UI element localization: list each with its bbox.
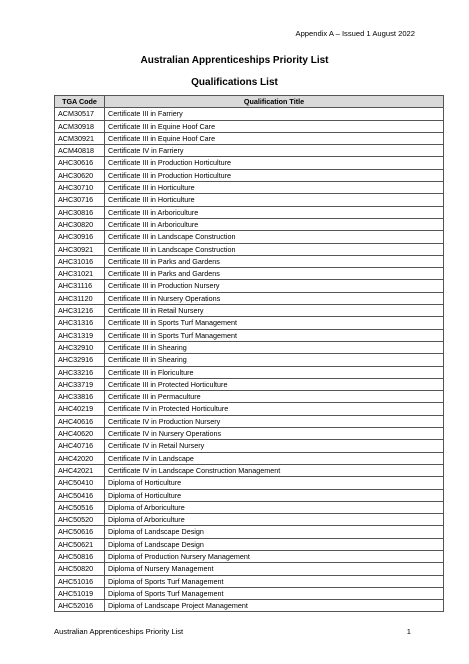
qualification-title-cell: Diploma of Landscape Design: [105, 538, 444, 550]
table-row: [55, 329, 444, 341]
qualification-title-cell: Certificate III in Permaculture: [105, 391, 444, 403]
tga-code-cell: AHC50516: [55, 501, 105, 513]
table-row: [55, 526, 444, 538]
table-row: [55, 280, 444, 292]
tga-code-cell: AHC30820: [55, 218, 105, 230]
table-row: [55, 501, 444, 513]
tga-code-cell: AHC40616: [55, 415, 105, 427]
qualification-title-cell: Certificate III in Horticulture: [105, 194, 444, 206]
qualification-title-cell: Certificate III in Floriculture: [105, 366, 444, 378]
tga-code-cell: AHC31319: [55, 329, 105, 341]
qualification-title-cell: Certificate III in Shearing: [105, 354, 444, 366]
table-row: [55, 440, 444, 452]
table-header-row: [55, 96, 444, 108]
qualification-title-cell: Certificate IV in Landscape: [105, 452, 444, 464]
qualification-title-cell: Diploma of Arboriculture: [105, 501, 444, 513]
tga-code-cell: AHC30620: [55, 169, 105, 181]
document-title: Australian Apprenticeships Priority List: [140, 55, 329, 66]
tga-code-cell: AHC50520: [55, 514, 105, 526]
qualification-title-cell: Certificate III in Retail Nursery: [105, 305, 444, 317]
table-row: [55, 206, 444, 218]
table-row: [55, 132, 444, 144]
tga-code-cell: AHC31120: [55, 292, 105, 304]
document-subtitle: Qualifications List: [191, 77, 278, 88]
qualification-title-cell: Diploma of Horticulture: [105, 489, 444, 501]
table-row: [55, 452, 444, 464]
tga-code-cell: AHC30816: [55, 206, 105, 218]
qualification-title-cell: Certificate III in Production Horticulture: [105, 169, 444, 181]
qualification-title-cell: Certificate III in Parks and Gardens: [105, 255, 444, 267]
qualification-title-cell: Diploma of Arboriculture: [105, 514, 444, 526]
qualification-title-cell: Diploma of Nursery Management: [105, 563, 444, 575]
tga-code-cell: AHC31016: [55, 255, 105, 267]
qualification-title-cell: Certificate IV in Farriery: [105, 145, 444, 157]
qualification-title-cell: Certificate III in Arboriculture: [105, 206, 444, 218]
tga-code-cell: AHC40716: [55, 440, 105, 452]
tga-code-cell: AHC40620: [55, 428, 105, 440]
qualification-title-cell: Certificate III in Equine Hoof Care: [105, 132, 444, 144]
table-row: [55, 182, 444, 194]
tga-code-cell: AHC32910: [55, 341, 105, 353]
qualification-title-cell: Certificate III in Horticulture: [105, 182, 444, 194]
table-row: [55, 575, 444, 587]
table-row: [55, 403, 444, 415]
tga-code-cell: AHC40219: [55, 403, 105, 415]
qualification-title-cell: Diploma of Landscape Project Management: [105, 600, 444, 612]
tga-code-cell: AHC31316: [55, 317, 105, 329]
column-header-qualification-title: Qualification Title: [105, 96, 444, 108]
tga-code-cell: AHC52016: [55, 600, 105, 612]
table-row: [55, 514, 444, 526]
tga-code-cell: AHC33719: [55, 378, 105, 390]
qualification-title-cell: Certificate III in Landscape Construction: [105, 243, 444, 255]
tga-code-cell: AHC50820: [55, 563, 105, 575]
column-header-tga-code: TGA Code: [55, 96, 105, 108]
table-row: [55, 391, 444, 403]
qualification-title-cell: Certificate III in Farriery: [105, 108, 444, 120]
table-row: [55, 538, 444, 550]
qualification-title-cell: Certificate IV in Retail Nursery: [105, 440, 444, 452]
tga-code-cell: AHC30710: [55, 182, 105, 194]
qualification-title-cell: Certificate IV in Production Nursery: [105, 415, 444, 427]
table-row: [55, 305, 444, 317]
tga-code-cell: AHC31216: [55, 305, 105, 317]
qualification-title-cell: Certificate III in Arboriculture: [105, 218, 444, 230]
qualification-title-cell: Diploma of Landscape Design: [105, 526, 444, 538]
tga-code-cell: AHC42021: [55, 464, 105, 476]
table-row: [55, 157, 444, 169]
qualification-title-cell: Certificate III in Nursery Operations: [105, 292, 444, 304]
table-row: [55, 317, 444, 329]
table-row: [55, 550, 444, 562]
table-row: [55, 354, 444, 366]
tga-code-cell: AHC31021: [55, 268, 105, 280]
table-row: [55, 464, 444, 476]
footer-document-name: Australian Apprenticeships Priority List: [54, 627, 184, 636]
tga-code-cell: AHC51016: [55, 575, 105, 587]
table-row: [55, 231, 444, 243]
qualification-title-cell: Certificate IV in Protected Horticulture: [105, 403, 444, 415]
qualification-title-cell: Certificate III in Sports Turf Management: [105, 329, 444, 341]
qualification-title-cell: Certificate III in Parks and Gardens: [105, 268, 444, 280]
tga-code-cell: AHC31116: [55, 280, 105, 292]
tga-code-cell: ACM40818: [55, 145, 105, 157]
qualifications-table: [54, 95, 444, 612]
tga-code-cell: AHC50616: [55, 526, 105, 538]
qualification-title-cell: Certificate III in Shearing: [105, 341, 444, 353]
table-row: [55, 563, 444, 575]
qualification-title-cell: Diploma of Sports Turf Management: [105, 575, 444, 587]
tga-code-cell: AHC50621: [55, 538, 105, 550]
table-row: [55, 477, 444, 489]
tga-code-cell: AHC33816: [55, 391, 105, 403]
tga-code-cell: AHC42020: [55, 452, 105, 464]
tga-code-cell: AHC50410: [55, 477, 105, 489]
table-row: [55, 145, 444, 157]
tga-code-cell: AHC33216: [55, 366, 105, 378]
tga-code-cell: AHC50816: [55, 550, 105, 562]
tga-code-cell: AHC30716: [55, 194, 105, 206]
tga-code-cell: AHC51019: [55, 587, 105, 599]
table-row: [55, 169, 444, 181]
tga-code-cell: AHC30616: [55, 157, 105, 169]
table-row: [55, 587, 444, 599]
qualification-title-cell: Certificate III in Landscape Construction: [105, 231, 444, 243]
qualification-title-cell: Diploma of Horticulture: [105, 477, 444, 489]
table-row: [55, 415, 444, 427]
tga-code-cell: AHC50416: [55, 489, 105, 501]
tga-code-cell: ACM30921: [55, 132, 105, 144]
table-row: [55, 218, 444, 230]
table-row: [55, 341, 444, 353]
table-row: [55, 120, 444, 132]
qualification-title-cell: Certificate III in Sports Turf Management: [105, 317, 444, 329]
page-number: 1: [406, 627, 411, 636]
table-row: [55, 366, 444, 378]
table-row: [55, 292, 444, 304]
tga-code-cell: AHC30916: [55, 231, 105, 243]
qualification-title-cell: Certificate III in Production Nursery: [105, 280, 444, 292]
tga-code-cell: ACM30517: [55, 108, 105, 120]
table-row: [55, 428, 444, 440]
table-row: [55, 489, 444, 501]
qualification-title-cell: Certificate III in Equine Hoof Care: [105, 120, 444, 132]
table-row: [55, 243, 444, 255]
table-row: [55, 378, 444, 390]
table-body: [55, 108, 444, 612]
qualification-title-cell: Certificate III in Protected Horticulture: [105, 378, 444, 390]
table-header: [55, 96, 444, 108]
tga-code-cell: ACM30918: [55, 120, 105, 132]
qualification-title-cell: Certificate IV in Nursery Operations: [105, 428, 444, 440]
qualification-title-cell: Certificate III in Production Horticulture: [105, 157, 444, 169]
tga-code-cell: AHC32916: [55, 354, 105, 366]
table-row: [55, 194, 444, 206]
table-row: [55, 255, 444, 267]
table-row: [55, 600, 444, 612]
table-row: [55, 268, 444, 280]
tga-code-cell: AHC30921: [55, 243, 105, 255]
table-row: [55, 108, 444, 120]
qualification-title-cell: Diploma of Sports Turf Management: [105, 587, 444, 599]
qualification-title-cell: Certificate IV in Landscape Construction Management: [105, 464, 444, 476]
appendix-issue-note: Appendix A – Issued 1 August 2022: [295, 29, 415, 38]
qualification-title-cell: Diploma of Production Nursery Management: [105, 550, 444, 562]
